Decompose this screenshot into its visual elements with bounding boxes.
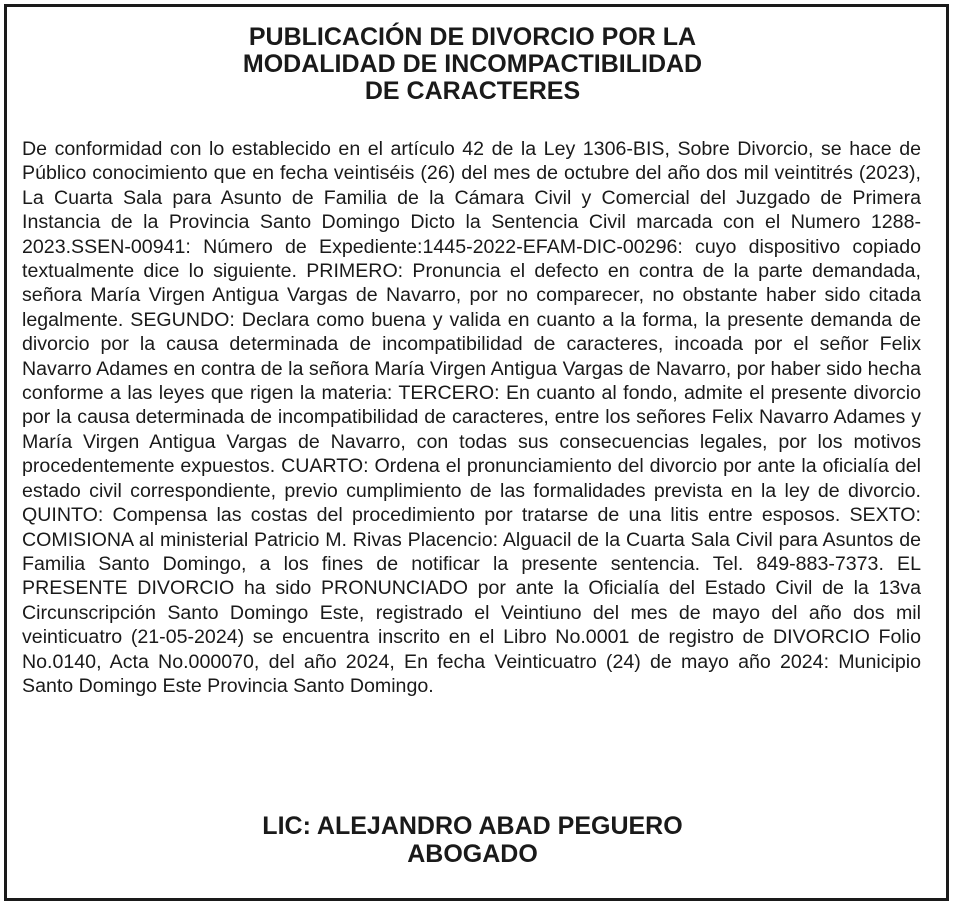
title-line-3: DE CARACTERES [364, 77, 581, 105]
title-line-2: MODALIDAD DE INCOMPACTIBILIDAD [242, 50, 703, 78]
title-line-1: PUBLICACIÓN DE DIVORCIO POR LA [248, 23, 697, 51]
signature-name: LIC: ALEJANDRO ABAD PEGUERO [262, 812, 683, 840]
notice-title [0, 24, 945, 105]
signature-block [0, 812, 945, 868]
notice-body: De conformidad con lo establecido en el artículo 42 de la Ley 1306-BIS, Sobre Divorcio, se hace de Público conocimiento que en fecha veintiséis (26) del mes de octubre del año dos mil veintitrés (2023), La Cuarta Sala para Asunto de Familia de la Cámara Civil y Comercial del Juzgado de Primera Instancia de la Provincia Santo Domingo Dicto la Sentencia Civil marcada con el Numero 1288-2023.SSEN-00941: Número de Expediente:1445-2022-EFAM-DIC-00296: cuyo dispositivo copiado textualmente dice lo siguiente. PRIMERO: Pronuncia el defecto en contra de la parte demandada, señora María Virgen Antigua Vargas de Navarro, por no comparecer, no obstante haber sido citada legalmente. SEGUNDO: Declara como buena y valida en cuanto a la forma, la presente demanda de divorcio por la causa determinada de incompatibilidad de caracteres, incoada por el señor Felix Navarro Adames en contra de la señora María Virgen Antigua Vargas de Navarro, por haber sido hecha conforme a las leyes que rigen la materia: TERCERO: En cuanto al fondo, admite el presente divorcio por la causa determinada de incompatibilidad de caracteres, entre los señores Felix Navarro Adames y María Virgen Antigua Vargas de Navarro, con todas sus consecuencias legales, por los motivos procedentemente expuestos. CUARTO: Ordena el pronunciamiento del divorcio por ante la oficialía del estado civil correspondiente, previo cumplimiento de las formalidades prevista en la ley de divorcio. QUINTO: Compensa las costas del procedimiento por tratarse de una litis entre esposos. SEXTO: COMISIONA al ministerial Patricio M. Rivas Placencio: Alguacil de la Cuarta Sala Civil para Asuntos de Familia Santo Domingo, a los fines de notificar la presente sentencia. Tel. 849-883-7373. EL PRESENTE DIVORCIO ha sido PRONUNCIADO por ante la Oficialía del Estado Civil de la 13va Circunscripción Santo Domingo Este, registrado el Veintiuno del mes de mayo del año dos mil veinticuatro (21-05-2024) se encuentra inscrito en el Libro No.0001 de registro de DIVORCIO Folio No.0140, Acta No.000070, del año 2024, En fecha Veinticuatro (24) de mayo año 2024: Municipio Santo Domingo Este Provincia Santo Domingo. [22, 138, 921, 697]
signature-role: ABOGADO [407, 840, 538, 868]
